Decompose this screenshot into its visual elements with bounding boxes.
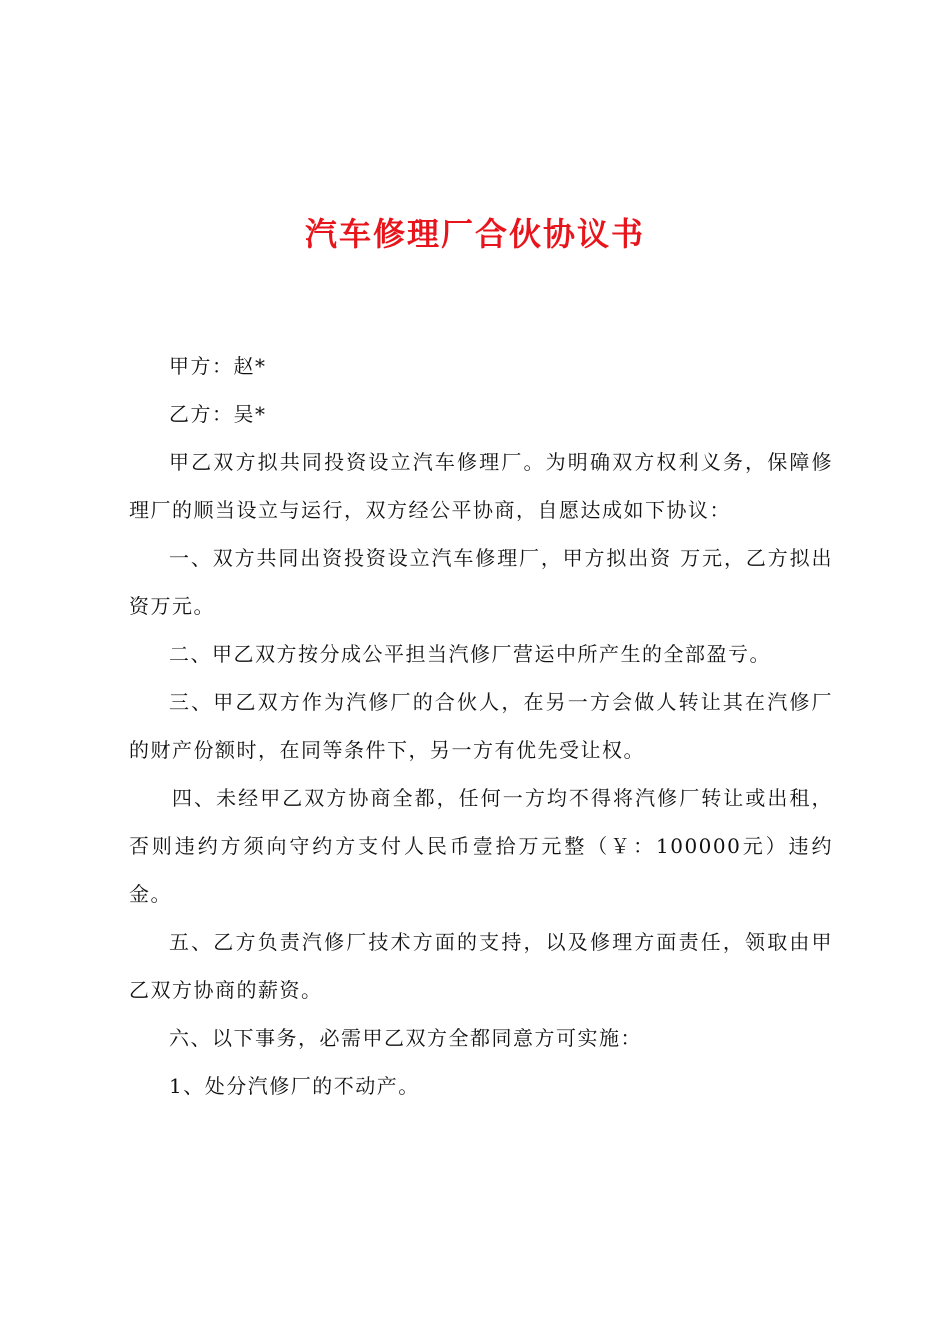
party-b-line: 乙方：吴* [169, 402, 267, 426]
clause-1: 一、双方共同出资投资设立汽车修理厂，甲方拟出资 万元，乙方拟出资万元。 [129, 546, 833, 618]
document-title: 汽车修理厂合伙协议书 [304, 215, 645, 253]
intro-paragraph: 甲乙双方拟共同投资设立汽车修理厂。为明确双方权利义务，保障修理厂的顺当设立与运行，双方经公平协商，自愿达成如下协议： [129, 450, 833, 522]
clause-3: 三、甲乙双方作为汽修厂的合伙人，在另一方会做人转让其在汽修厂的财产份额时，在同等条件下，另一方有优先受让权。 [129, 690, 833, 762]
document-body [129, 342, 833, 1110]
clause-6-item-1: 1、处分汽修厂的不动产。 [169, 1074, 420, 1098]
clause-2: 二、甲乙双方按分成公平担当汽修厂营运中所产生的全部盈亏。 [169, 642, 771, 666]
clause-4: 四、未经甲乙双方协商全都，任何一方均不得将汽修厂转让或出租，否则违约方须向守约方支付人民币壹拾万元整（￥：100000元）违约金。 [129, 786, 833, 906]
clause-6: 六、以下事务，必需甲乙双方全都同意方可实施： [169, 1026, 642, 1050]
party-a-line: 甲方：赵* [169, 354, 267, 378]
clause-5: 五、乙方负责汽修厂技术方面的支持，以及修理方面责任，领取由甲乙双方协商的薪资。 [129, 930, 833, 1002]
